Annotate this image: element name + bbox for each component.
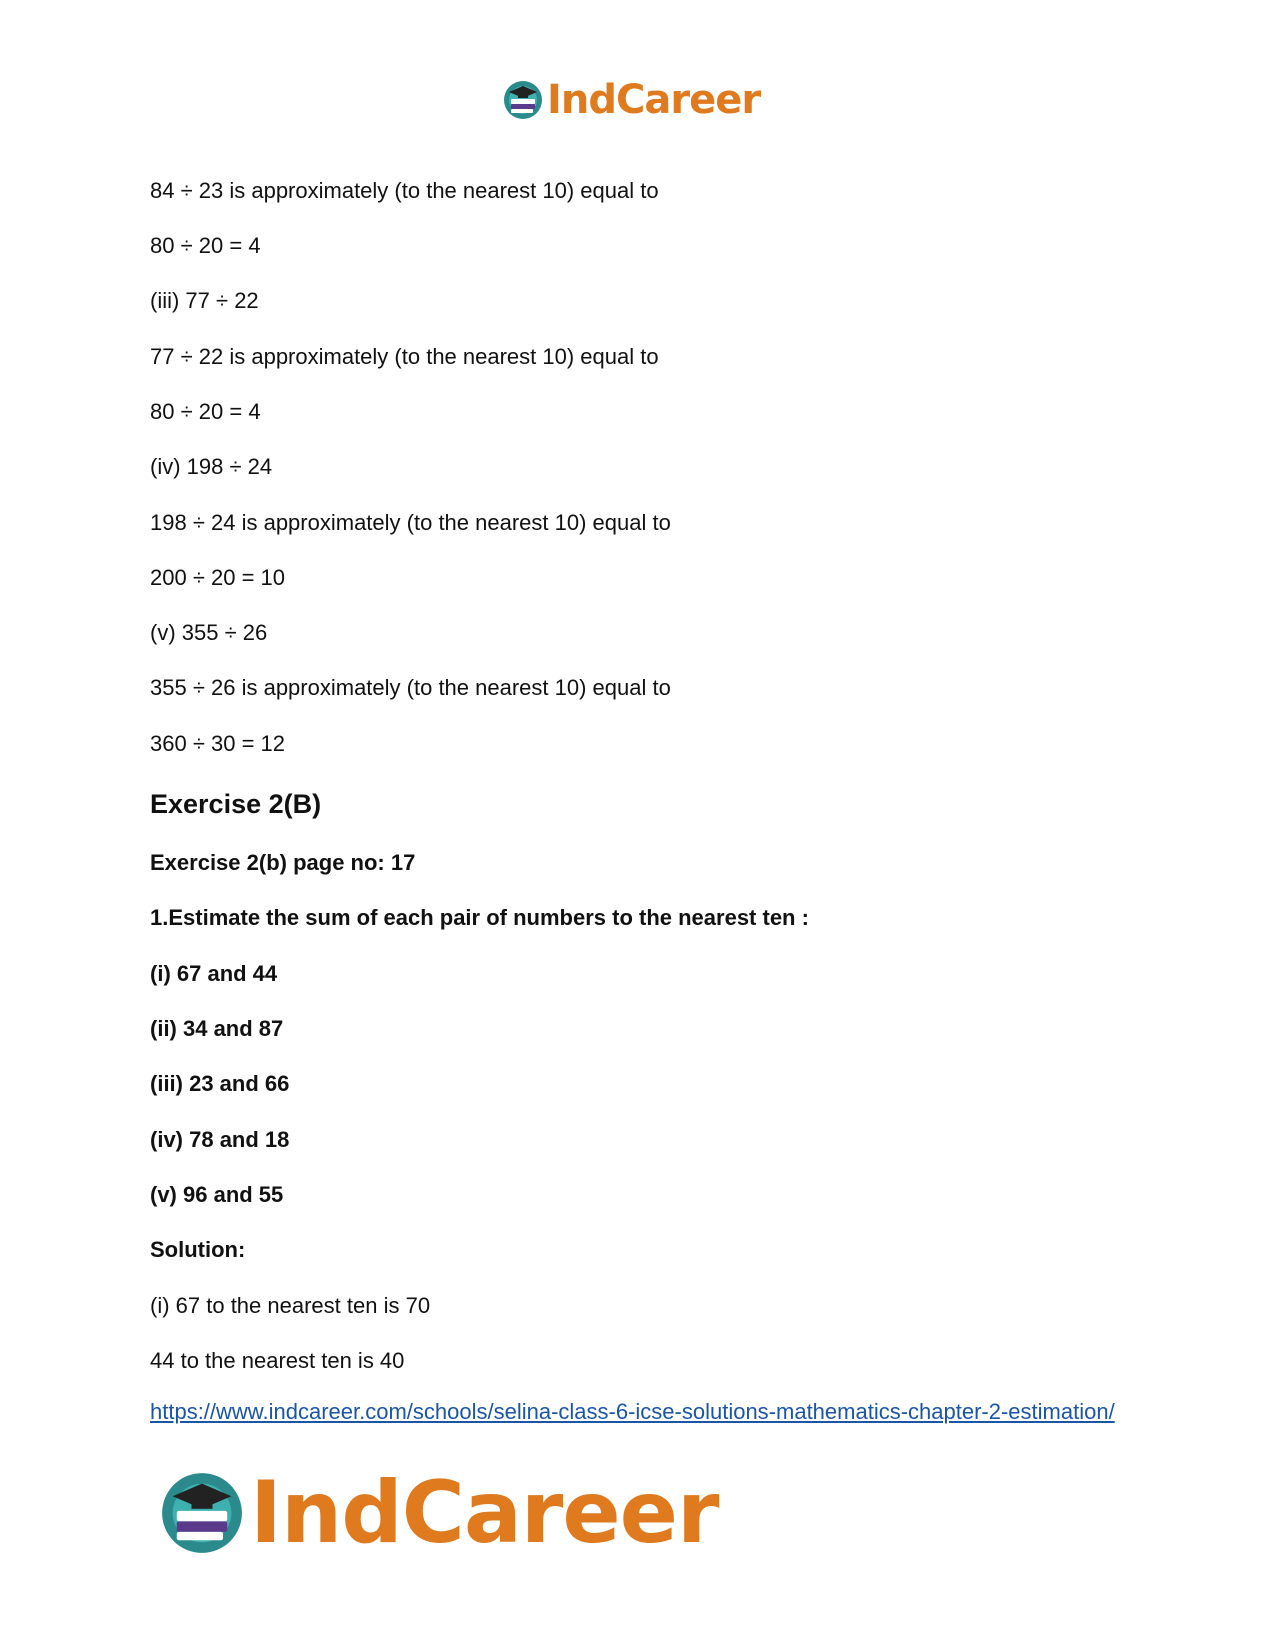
header-logo-text: IndCareer bbox=[547, 77, 761, 123]
exercise-heading: Exercise 2(B) bbox=[150, 789, 322, 819]
text-line: 77 ÷ 22 is approximately (to the nearest 10) equal to bbox=[150, 344, 659, 369]
header-logo bbox=[503, 77, 761, 123]
text-line: 80 ÷ 20 = 4 bbox=[150, 399, 261, 424]
question-part: (i) 67 and 44 bbox=[150, 961, 278, 986]
question-part: (iv) 78 and 18 bbox=[150, 1127, 290, 1152]
text-line: 200 ÷ 20 = 10 bbox=[150, 565, 286, 590]
question-part: (iii) 23 and 66 bbox=[150, 1071, 290, 1096]
text-line: 84 ÷ 23 is approximately (to the nearest 10) equal to bbox=[150, 178, 659, 203]
graduation-book-icon bbox=[503, 80, 543, 120]
solution-label: Solution: bbox=[150, 1237, 246, 1262]
text-line: (iii) 77 ÷ 22 bbox=[150, 288, 259, 313]
text-line: 360 ÷ 30 = 12 bbox=[150, 731, 286, 756]
footer-logo bbox=[160, 1463, 719, 1563]
source-link[interactable]: https://www.indcareer.com/schools/selina-class-6-icse-solutions-mathematics-chapter-2-estimation/ bbox=[150, 1399, 1115, 1424]
text-line: 198 ÷ 24 is approximately (to the nearest 10) equal to bbox=[150, 510, 671, 535]
text-line: 355 ÷ 26 is approximately (to the nearest 10) equal to bbox=[150, 675, 671, 700]
question-part: (v) 96 and 55 bbox=[150, 1182, 284, 1207]
solution-line: (i) 67 to the nearest ten is 70 bbox=[150, 1293, 431, 1318]
question-part: (ii) 34 and 87 bbox=[150, 1016, 284, 1041]
text-line: (iv) 198 ÷ 24 bbox=[150, 454, 273, 479]
footer-logo-text: IndCareer bbox=[250, 1463, 719, 1563]
text-line: 80 ÷ 20 = 4 bbox=[150, 233, 261, 258]
exercise-subheading: Exercise 2(b) page no: 17 bbox=[150, 850, 416, 875]
graduation-book-icon bbox=[160, 1471, 244, 1555]
solution-line: 44 to the nearest ten is 40 bbox=[150, 1348, 405, 1373]
question-text: 1.Estimate the sum of each pair of numbers to the nearest ten : bbox=[150, 905, 809, 930]
text-line: (v) 355 ÷ 26 bbox=[150, 620, 268, 645]
